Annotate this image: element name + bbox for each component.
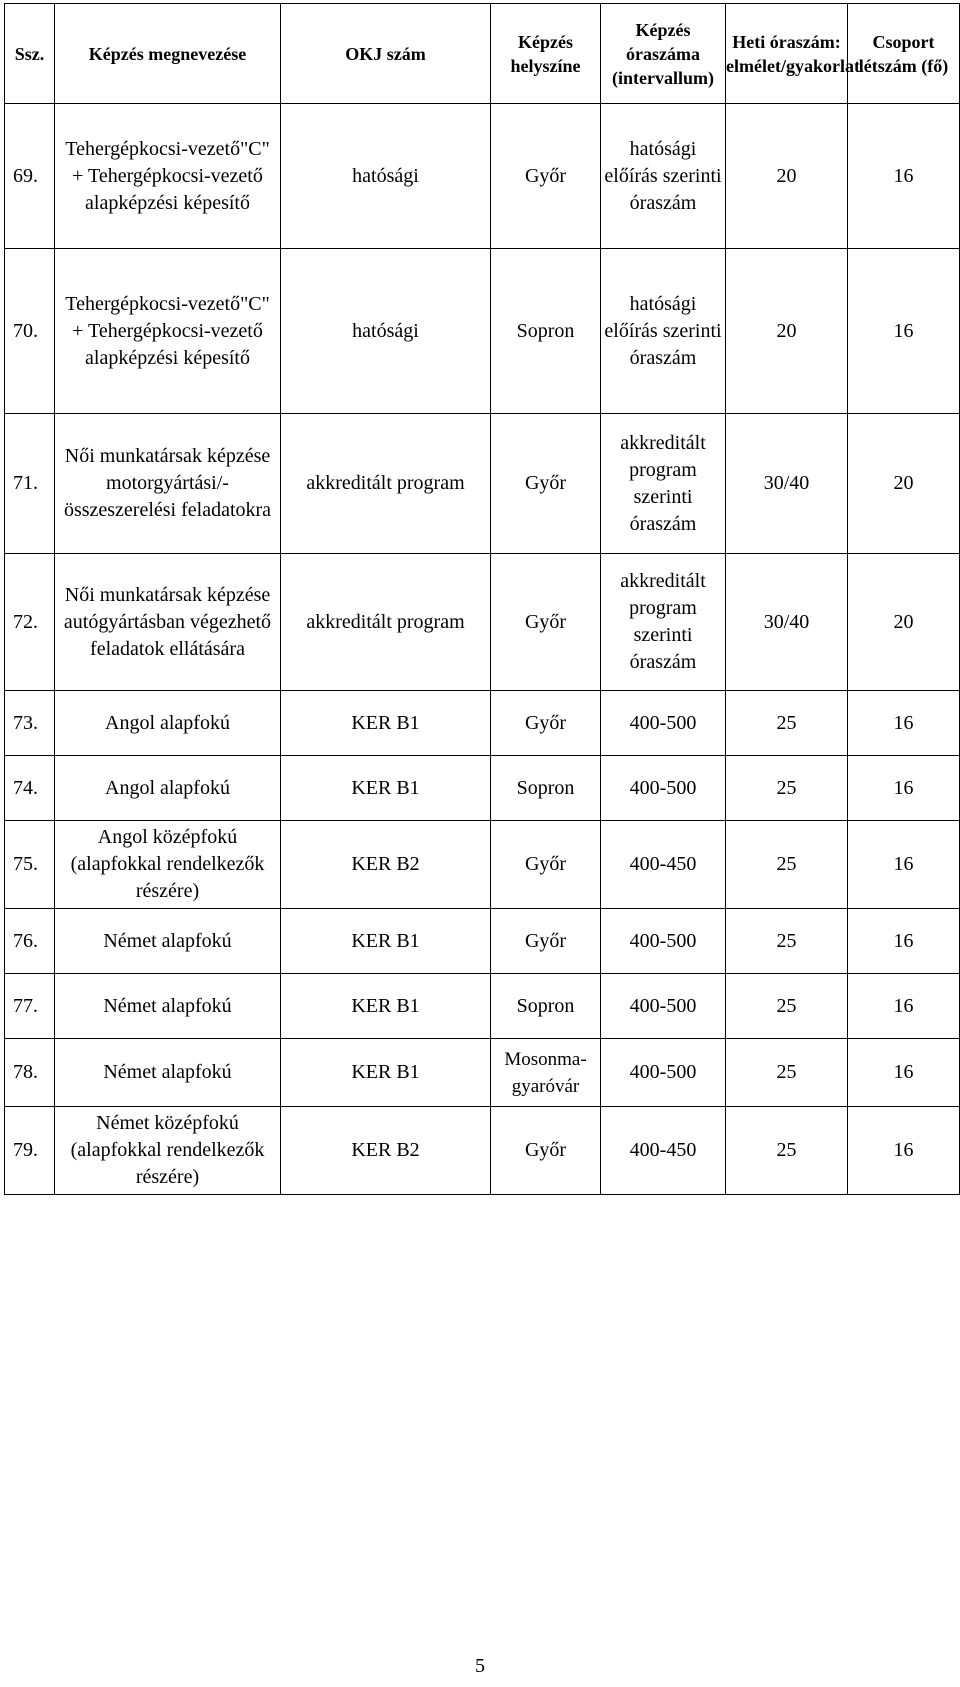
table-row [5,974,960,1039]
row-location: Győr [491,104,601,249]
row-okj: KER B1 [281,1039,491,1107]
header-group: Csoport létszám (fő) [848,4,960,104]
table-row [5,691,960,756]
row-hours: hatósági előírás szerinti óraszám [601,249,726,414]
table-row [5,104,960,249]
header-hours: Képzés óraszáma (intervallum) [601,4,726,104]
row-group: 16 [848,1107,960,1195]
table-row [5,1107,960,1195]
row-weekly: 20 [726,104,848,249]
row-location: Sopron [491,249,601,414]
row-location: Sopron [491,974,601,1039]
row-name: Angol alapfokú [55,691,281,756]
header-ssz: Ssz. [5,4,55,104]
table-row [5,249,960,414]
row-location: Sopron [491,756,601,821]
table-row [5,554,960,691]
row-group: 16 [848,821,960,909]
row-ssz: 75. [5,821,55,909]
row-location: Győr [491,909,601,974]
header-weekly: Heti óraszám: elmélet/gyakorlat [726,4,848,104]
row-hours: 400-500 [601,909,726,974]
header-name: Képzés megnevezése [55,4,281,104]
header-row [5,4,960,104]
row-weekly: 30/40 [726,554,848,691]
page-number: 5 [475,1655,485,1677]
table-row [5,756,960,821]
row-name: Női munkatársak képzése motorgyártási/-összeszerelési feladatokra [55,414,281,554]
row-location: Győr [491,414,601,554]
row-location: Győr [491,821,601,909]
row-name: Német alapfokú [55,909,281,974]
row-name: Tehergépkocsi-vezető"C" + Tehergépkocsi-vezető alapképzési képesítő [55,104,281,249]
row-group: 16 [848,756,960,821]
row-weekly: 25 [726,756,848,821]
table-row [5,1039,960,1107]
row-group: 16 [848,909,960,974]
row-ssz: 72. [5,554,55,691]
table-row [5,909,960,974]
row-okj: KER B2 [281,1107,491,1195]
row-okj: hatósági [281,104,491,249]
row-location: Győr [491,1107,601,1195]
row-okj: akkreditált program [281,414,491,554]
row-okj: akkreditált program [281,554,491,691]
row-weekly: 25 [726,691,848,756]
header-location: Képzés helyszíne [491,4,601,104]
row-name: Tehergépkocsi-vezető"C" + Tehergépkocsi-vezető alapképzési képesítő [55,249,281,414]
row-location: Győr [491,554,601,691]
row-group: 20 [848,554,960,691]
row-group: 16 [848,691,960,756]
row-okj: KER B1 [281,974,491,1039]
row-hours: 400-500 [601,691,726,756]
row-location: Mosonma-gyaróvár [491,1039,601,1107]
row-hours: 400-450 [601,821,726,909]
header-okj: OKJ szám [281,4,491,104]
row-hours: 400-500 [601,974,726,1039]
row-ssz: 74. [5,756,55,821]
row-location: Győr [491,691,601,756]
row-name: Női munkatársak képzése autógyártásban végezhető feladatok ellátására [55,554,281,691]
row-ssz: 70. [5,249,55,414]
row-hours: akkreditált program szerinti óraszám [601,414,726,554]
row-group: 16 [848,249,960,414]
row-weekly: 25 [726,1107,848,1195]
table-row [5,414,960,554]
row-okj: KER B2 [281,821,491,909]
row-weekly: 30/40 [726,414,848,554]
row-name: Angol középfokú (alapfokkal rendelkezők részére) [55,821,281,909]
row-ssz: 78. [5,1039,55,1107]
row-name: Német alapfokú [55,1039,281,1107]
row-name: Német középfokú (alapfokkal rendelkezők részére) [55,1107,281,1195]
row-weekly: 25 [726,821,848,909]
row-ssz: 77. [5,974,55,1039]
row-okj: KER B1 [281,909,491,974]
row-weekly: 25 [726,974,848,1039]
table-row [5,821,960,909]
row-ssz: 76. [5,909,55,974]
row-weekly: 20 [726,249,848,414]
row-hours: hatósági előírás szerinti óraszám [601,104,726,249]
row-weekly: 25 [726,1039,848,1107]
row-group: 16 [848,974,960,1039]
row-group: 20 [848,414,960,554]
row-okj: KER B1 [281,756,491,821]
row-group: 16 [848,104,960,249]
row-ssz: 73. [5,691,55,756]
row-name: Német alapfokú [55,974,281,1039]
row-hours: akkreditált program szerinti óraszám [601,554,726,691]
course-table [4,3,960,1195]
row-okj: hatósági [281,249,491,414]
row-ssz: 79. [5,1107,55,1195]
row-okj: KER B1 [281,691,491,756]
row-weekly: 25 [726,909,848,974]
row-ssz: 71. [5,414,55,554]
row-ssz: 69. [5,104,55,249]
row-hours: 400-450 [601,1107,726,1195]
row-name: Angol alapfokú [55,756,281,821]
row-hours: 400-500 [601,756,726,821]
row-hours: 400-500 [601,1039,726,1107]
row-group: 16 [848,1039,960,1107]
